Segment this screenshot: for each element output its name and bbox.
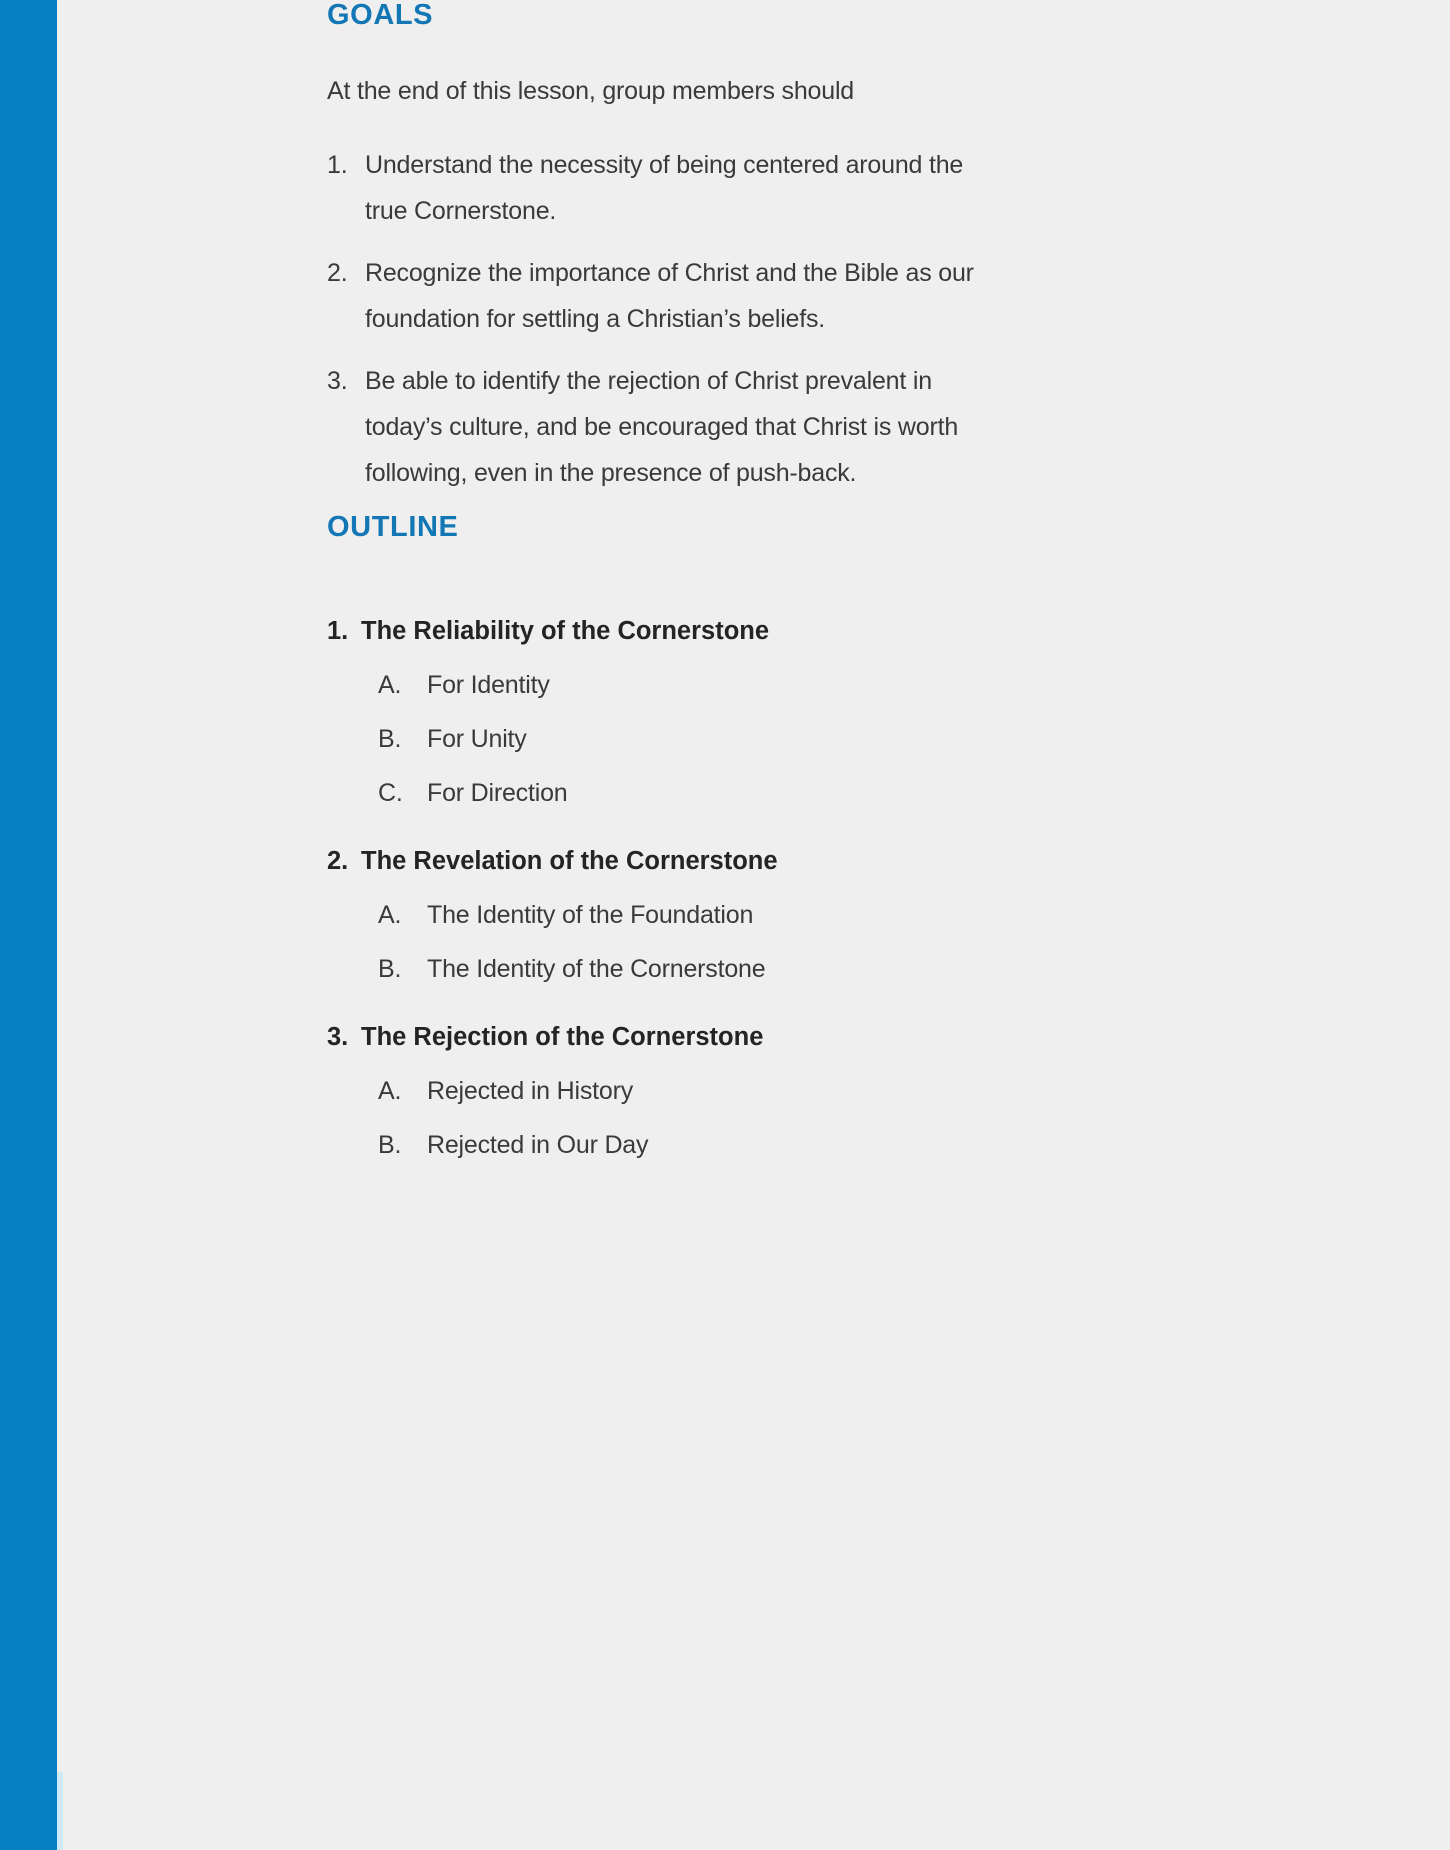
outline-sub-list: [327, 892, 1067, 992]
outline-sub-item-letter: C.: [378, 779, 403, 807]
goals-intro-text: At the end of this lesson, group members should: [327, 77, 855, 105]
outline-section-title: [327, 838, 1067, 884]
outline-sub-item-text: The Identity of the Cornerstone: [427, 955, 766, 983]
outline-sub-item-letter: A.: [378, 671, 402, 699]
outline-sub-item: [327, 1122, 1067, 1168]
goal-item-text: Recognize the importance of Christ and the Bible as our foundation for settling a Christian’s beliefs.: [365, 259, 974, 333]
outline-sub-list: [327, 662, 1067, 816]
outline-sub-item: [327, 716, 1067, 762]
goal-item: [327, 358, 1067, 496]
goal-item-text: Be able to identify the rejection of Christ prevalent in today’s culture, and be encouraged that Christ is worth following, even in the presence of push-back.: [365, 367, 959, 487]
goal-item-number: 2.: [327, 259, 348, 287]
left-accent-bar: [0, 0, 57, 1850]
goal-item-text: Understand the necessity of being centered around the true Cornerstone.: [365, 151, 964, 225]
outline-sub-item-letter: B.: [378, 725, 402, 753]
outline-section-title: [327, 1014, 1067, 1060]
goal-item-number: 3.: [327, 367, 348, 395]
outline-heading: OUTLINE: [327, 511, 459, 543]
outline-section-title-text: The Revelation of the Cornerstone: [361, 847, 778, 875]
document-page-content: [327, 0, 1067, 1190]
outline-sub-item-letter: A.: [378, 1077, 402, 1105]
outline-sub-item-letter: B.: [378, 1131, 402, 1159]
outline-sub-item-text: For Unity: [427, 725, 527, 753]
goals-heading: GOALS: [327, 0, 434, 31]
outline-sub-item: [327, 662, 1067, 708]
outline-section: [327, 838, 1067, 992]
outline-sub-item-letter: A.: [378, 901, 402, 929]
outline-section-title-text: The Reliability of the Cornerstone: [361, 617, 770, 645]
goal-item-number: 1.: [327, 151, 348, 179]
outline-sub-item-text: The Identity of the Foundation: [427, 901, 754, 929]
goals-list: [327, 142, 1067, 496]
outline-sub-item-text: For Identity: [427, 671, 550, 699]
outline-sub-item: [327, 770, 1067, 816]
outline-sub-item-text: Rejected in History: [427, 1077, 634, 1105]
outline-sub-list: [327, 1068, 1067, 1168]
outline-sub-item-letter: B.: [378, 955, 402, 983]
outline-list: [327, 608, 1067, 1168]
outline-section: [327, 1014, 1067, 1168]
outline-section-title-text: The Rejection of the Cornerstone: [361, 1023, 764, 1051]
goal-item: [327, 250, 1067, 342]
outline-section-title: [327, 608, 1067, 654]
goal-item: [327, 142, 1067, 234]
outline-section-number: 2.: [327, 847, 349, 875]
left-accent-bar-bottom-strip: [57, 1772, 63, 1850]
outline-sub-item: [327, 946, 1067, 992]
outline-section-number: 3.: [327, 1023, 349, 1051]
outline-section: [327, 608, 1067, 816]
outline-sub-item: [327, 892, 1067, 938]
outline-sub-item-text: For Direction: [427, 779, 568, 807]
outline-sub-item: [327, 1068, 1067, 1114]
outline-section-number: 1.: [327, 617, 349, 645]
outline-sub-item-text: Rejected in Our Day: [427, 1131, 649, 1159]
